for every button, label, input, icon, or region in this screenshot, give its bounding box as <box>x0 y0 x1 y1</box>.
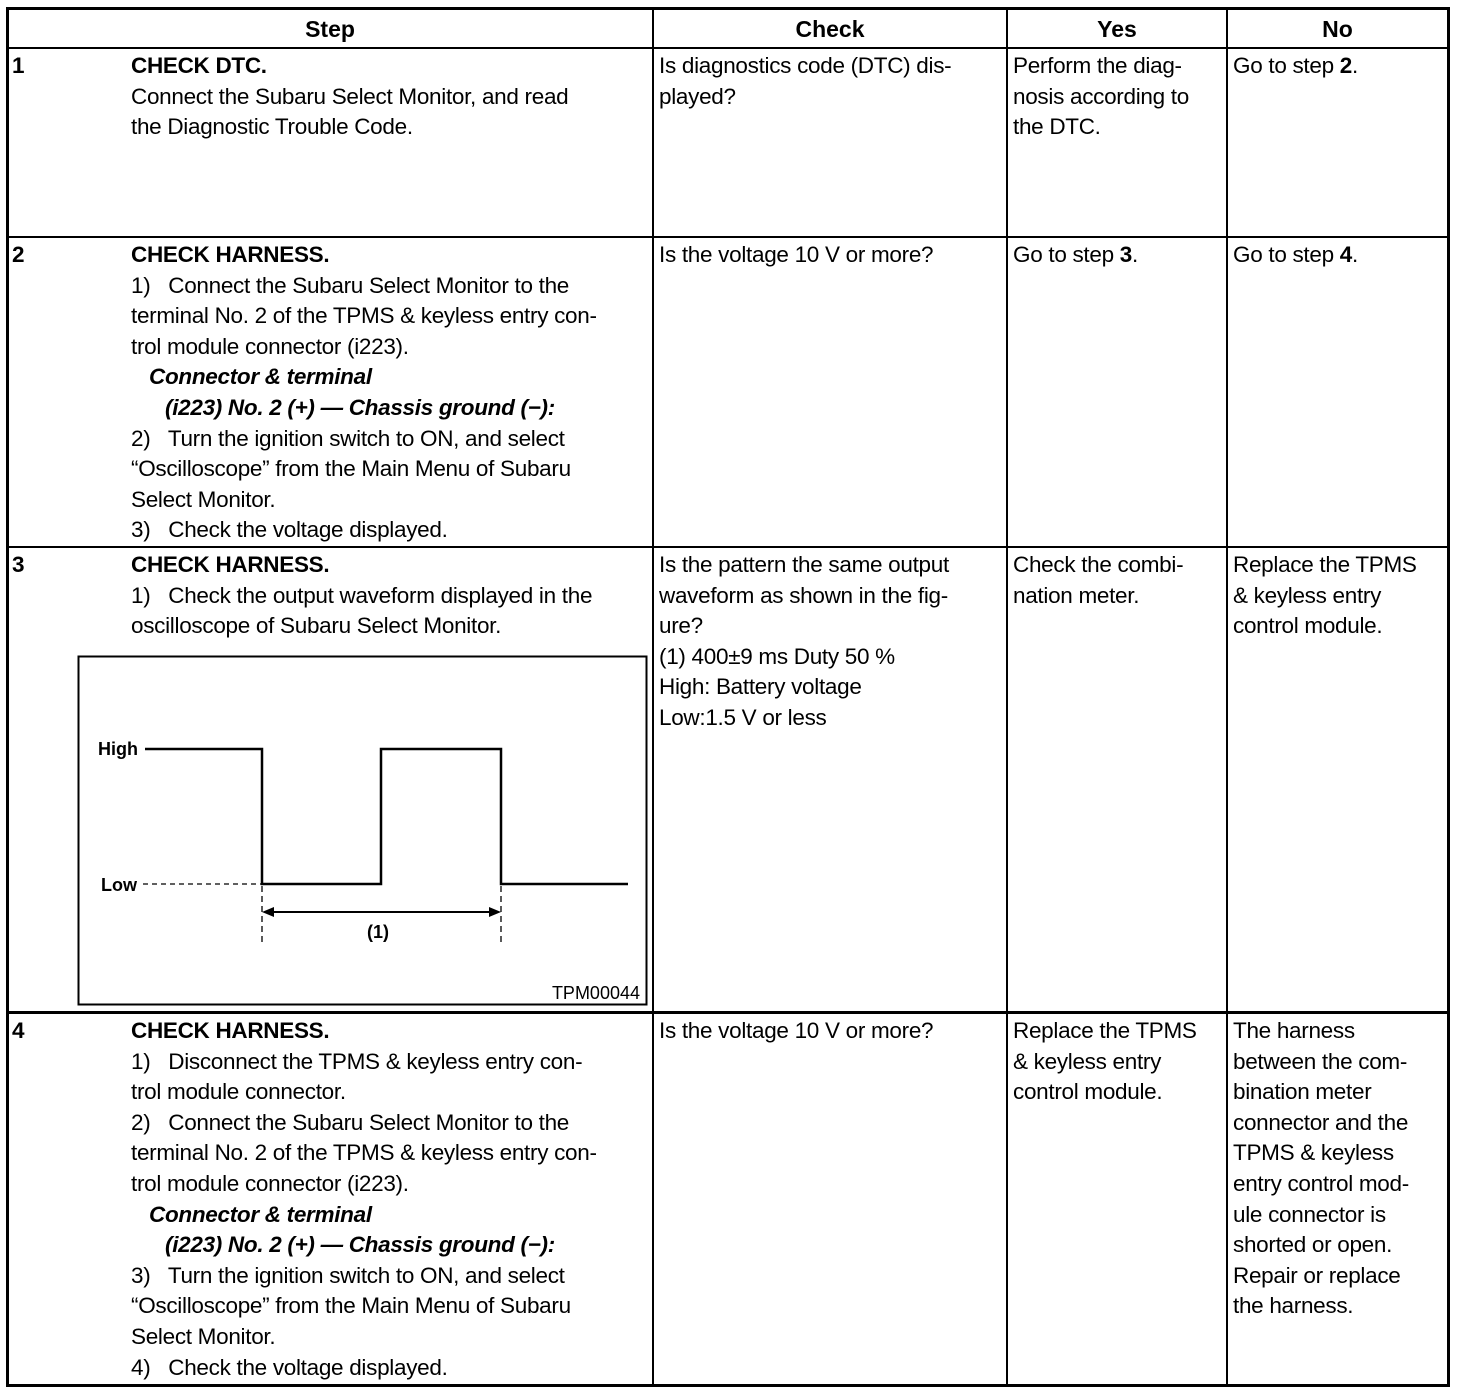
text-segment: ure? <box>659 613 703 639</box>
text-segment: The harness <box>1233 1018 1355 1043</box>
text-segment: “Oscilloscope” from the Main Menu of Subaru <box>131 456 571 482</box>
text-segment: trol module connector (i223). <box>131 333 409 359</box>
text-segment: (i223) No. 2 (+) — Chassis ground (−): <box>165 394 555 420</box>
text-segment: Is the voltage 10 V or more? <box>659 242 934 267</box>
text-segment: 2) Connect the Subaru Select Monitor to the <box>131 1109 570 1135</box>
text-line <box>131 51 568 82</box>
text-segment: nation meter. <box>1013 582 1140 608</box>
text-line <box>659 1016 933 1047</box>
text-line <box>131 1200 597 1231</box>
text-line <box>1233 1291 1409 1322</box>
text-segment: Connector & terminal <box>149 1201 372 1227</box>
text-line <box>131 1322 597 1353</box>
text-segment: CHECK HARNESS. <box>131 552 330 577</box>
step-number: 1 <box>12 53 25 78</box>
text-line <box>1013 550 1183 581</box>
text-segment: between the com- <box>1233 1048 1408 1074</box>
text-line <box>1013 581 1183 612</box>
text-line <box>131 362 597 393</box>
text-line <box>659 642 949 673</box>
header-no: No <box>1322 16 1353 42</box>
text-line <box>131 301 597 332</box>
text-line <box>659 82 951 113</box>
text-line <box>659 611 949 642</box>
text-segment: 2 <box>1339 53 1352 78</box>
text-segment: oscilloscope of Subaru Select Monitor. <box>131 613 502 639</box>
text-line <box>131 1077 597 1108</box>
text-segment: 1) Connect the Subaru Select Monitor to the <box>131 272 570 298</box>
yes-cell <box>1013 550 1183 611</box>
text-segment: 3) Turn the ignition switch to ON, and select <box>131 1262 565 1288</box>
text-segment: 4 <box>1339 242 1352 267</box>
text-line <box>131 1138 597 1169</box>
high-label: High <box>98 739 138 759</box>
text-segment: Is the pattern the same output <box>659 552 949 577</box>
text-line <box>131 112 568 143</box>
text-segment: Check the combi- <box>1013 552 1184 577</box>
text-line <box>131 454 597 485</box>
arrow-head-left <box>262 907 274 917</box>
text-line <box>131 1261 597 1292</box>
text-segment: Select Monitor. <box>131 486 276 512</box>
header-step: Step <box>305 16 355 42</box>
text-segment: CHECK HARNESS. <box>131 1018 330 1043</box>
text-line <box>131 1108 597 1139</box>
text-segment: entry control mod- <box>1233 1170 1409 1196</box>
text-segment: terminal No. 2 of the TPMS & keyless entry con- <box>131 1140 597 1166</box>
text-segment: the Diagnostic Trouble Code. <box>131 114 413 140</box>
text-segment: Select Monitor. <box>131 1323 276 1349</box>
text-segment: Is the voltage 10 V or more? <box>659 1018 934 1043</box>
text-segment: 3) Check the voltage displayed. <box>131 517 448 543</box>
check-cell <box>659 550 949 734</box>
text-line <box>131 515 597 546</box>
text-segment: Low:1.5 V or less <box>659 704 827 730</box>
text-segment: terminal No. 2 of the TPMS & keyless entry con- <box>131 303 597 329</box>
text-segment: CHECK HARNESS. <box>131 242 330 267</box>
text-line <box>659 550 949 581</box>
yes-cell <box>1013 240 1138 271</box>
text-line <box>1013 112 1189 143</box>
text-line <box>131 485 597 516</box>
step-number: 4 <box>12 1018 25 1043</box>
text-line <box>1013 1016 1197 1047</box>
text-line <box>659 581 949 612</box>
header-yes: Yes <box>1097 16 1137 42</box>
text-line <box>131 1169 597 1200</box>
text-segment: the harness. <box>1233 1293 1354 1319</box>
text-line <box>1233 550 1417 581</box>
text-segment: Go to step <box>1233 242 1340 267</box>
text-line <box>1013 82 1189 113</box>
text-segment: 4) Check the voltage displayed. <box>131 1354 448 1380</box>
text-segment: (i223) No. 2 (+) — Chassis ground (−): <box>165 1232 555 1258</box>
text-segment: . <box>1131 242 1138 267</box>
text-segment: Connect the Subaru Select Monitor, and read <box>131 83 569 109</box>
text-line <box>1233 1016 1409 1047</box>
text-segment: nosis according to <box>1013 83 1189 109</box>
text-segment: Is diagnostics code (DTC) dis- <box>659 53 952 78</box>
text-line <box>131 424 597 455</box>
text-line <box>1233 240 1358 271</box>
text-line <box>131 1047 597 1078</box>
check-cell <box>659 240 933 271</box>
text-line <box>131 1016 597 1047</box>
text-line <box>1013 1077 1197 1108</box>
text-segment: Go to step <box>1013 242 1120 267</box>
text-segment: 2) Turn the ignition switch to ON, and select <box>131 425 565 451</box>
text-line <box>131 1353 597 1384</box>
step-cell <box>131 240 597 546</box>
figure-frame <box>79 657 647 1005</box>
no-cell <box>1233 51 1358 82</box>
text-segment: control module. <box>1013 1079 1163 1105</box>
text-line <box>131 611 592 642</box>
yes-cell <box>1013 51 1189 143</box>
no-cell <box>1233 240 1358 271</box>
text-segment: “Oscilloscope” from the Main Menu of Subaru <box>131 1293 571 1319</box>
text-segment: TPMS & keyless <box>1233 1140 1394 1166</box>
step-cell <box>131 1016 597 1383</box>
yes-cell <box>1013 1016 1197 1108</box>
period-label: (1) <box>367 922 389 942</box>
text-segment: ule connector is <box>1233 1201 1386 1227</box>
text-line <box>1013 240 1138 271</box>
text-line <box>131 332 597 363</box>
text-line <box>1233 1138 1409 1169</box>
text-segment: shorted or open. <box>1233 1232 1393 1258</box>
text-line <box>131 240 597 271</box>
text-line <box>1233 1108 1409 1139</box>
header-check: Check <box>795 16 865 42</box>
text-line <box>659 672 949 703</box>
text-segment: Connector & terminal <box>149 364 372 390</box>
text-segment: High: Battery voltage <box>659 674 862 700</box>
step-cell <box>131 51 568 143</box>
no-cell <box>1233 550 1417 642</box>
text-segment: (1) 400±9 ms Duty 50 % <box>659 643 895 669</box>
text-segment: the DTC. <box>1013 114 1101 140</box>
text-line <box>131 1291 597 1322</box>
step-number: 2 <box>12 242 25 267</box>
text-line <box>1013 51 1189 82</box>
text-segment: Repair or replace <box>1233 1262 1401 1288</box>
text-segment: . <box>1351 242 1358 267</box>
text-line <box>659 51 951 82</box>
arrow-head-right <box>489 907 501 917</box>
text-segment: control module. <box>1233 613 1383 639</box>
text-line <box>1013 1047 1197 1078</box>
step-cell <box>131 550 592 642</box>
text-line <box>1233 1230 1409 1261</box>
text-line <box>1233 611 1417 642</box>
no-cell <box>1233 1016 1409 1322</box>
text-segment: trol module connector (i223). <box>131 1170 409 1196</box>
waveform-line <box>145 749 628 884</box>
text-segment: played? <box>659 83 736 109</box>
text-segment: 1) Disconnect the TPMS & keyless entry con- <box>131 1048 583 1074</box>
text-line <box>131 1230 597 1261</box>
check-cell <box>659 1016 933 1047</box>
text-segment: Perform the diag- <box>1013 53 1182 78</box>
text-line <box>131 271 597 302</box>
text-segment: 3 <box>1119 242 1132 267</box>
text-segment: Go to step <box>1233 53 1340 78</box>
text-segment: . <box>1351 53 1358 78</box>
text-segment: trol module connector. <box>131 1079 346 1105</box>
text-segment: & keyless entry <box>1233 582 1382 608</box>
text-segment: 1) Check the output waveform displayed in the <box>131 582 593 608</box>
text-line <box>1233 581 1417 612</box>
text-line <box>659 703 949 734</box>
text-segment: CHECK DTC. <box>131 53 267 78</box>
low-label: Low <box>101 875 137 895</box>
text-line <box>131 581 592 612</box>
text-line <box>659 240 933 271</box>
text-segment: & keyless entry <box>1013 1048 1162 1074</box>
text-line <box>1233 1169 1409 1200</box>
text-segment: waveform as shown in the fig- <box>659 582 948 608</box>
text-line <box>1233 51 1358 82</box>
text-segment: bination meter <box>1233 1079 1372 1105</box>
figure-id: TPM00044 <box>551 983 640 1003</box>
text-line <box>1233 1261 1409 1292</box>
check-cell <box>659 51 951 112</box>
text-line <box>1233 1200 1409 1231</box>
text-segment: Replace the TPMS <box>1013 1018 1197 1043</box>
text-line <box>131 550 592 581</box>
text-line <box>131 393 597 424</box>
text-line <box>131 82 568 113</box>
text-segment: connector and the <box>1233 1109 1409 1135</box>
step-number: 3 <box>12 552 25 577</box>
text-line <box>1233 1047 1409 1078</box>
text-segment: Replace the TPMS <box>1233 552 1417 577</box>
text-line <box>1233 1077 1409 1108</box>
